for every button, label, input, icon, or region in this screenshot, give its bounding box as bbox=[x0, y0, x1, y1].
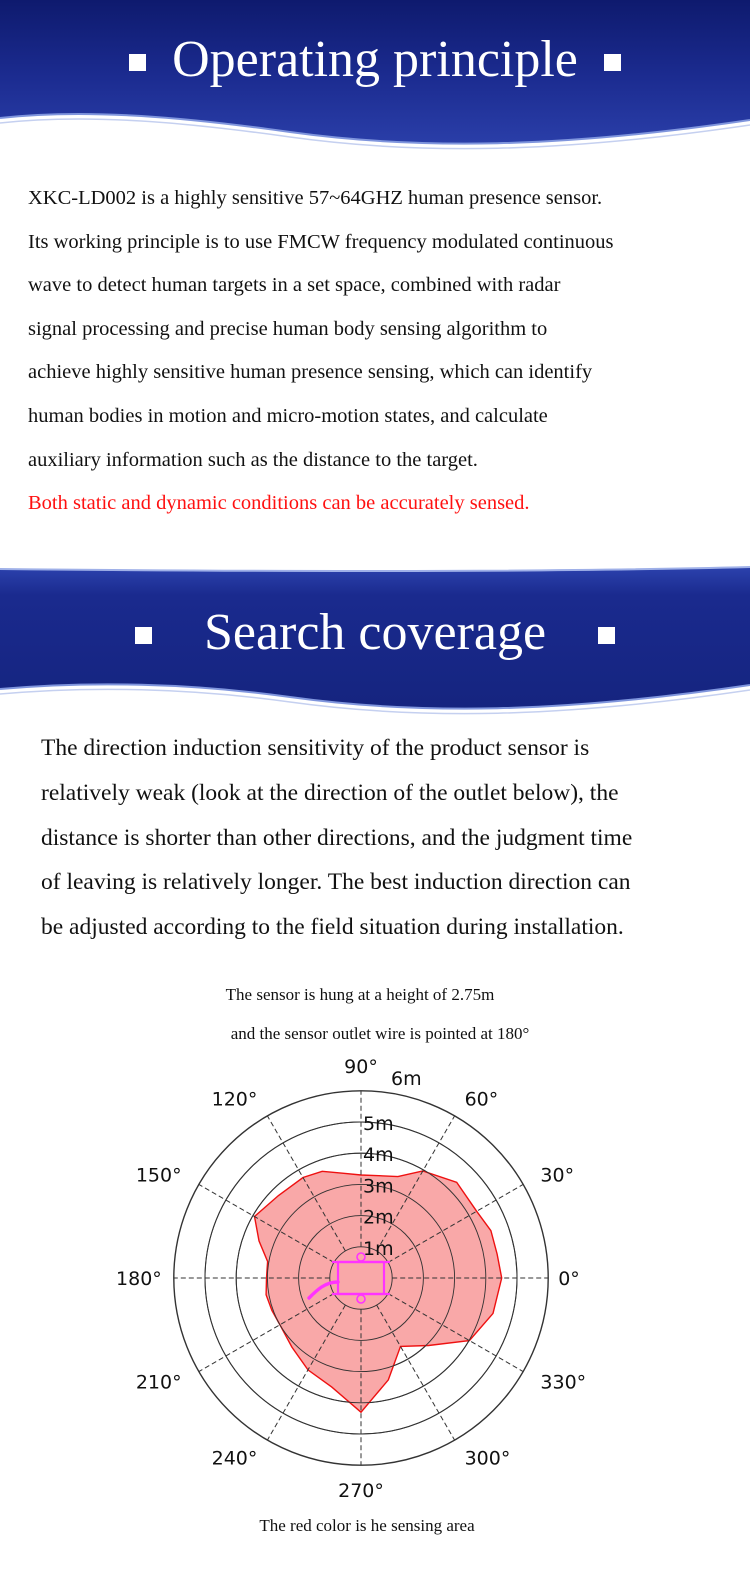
angle-label: 90° bbox=[344, 1055, 378, 1078]
text-line: human bodies in motion and micro-motion states, and calculate bbox=[28, 404, 548, 427]
section-title bbox=[0, 30, 750, 90]
angle-label: 270° bbox=[338, 1480, 384, 1503]
section-title bbox=[0, 603, 750, 663]
text-line: The direction induction sensitivity of the product sensor is bbox=[41, 735, 590, 761]
polar-coverage-diagram bbox=[0, 1050, 750, 1510]
text-line: be adjusted according to the field situation during installation. bbox=[41, 914, 624, 941]
section-title-text: Operating principle bbox=[172, 31, 578, 88]
angle-label: 180° bbox=[116, 1268, 162, 1290]
ring-label: 3m bbox=[363, 1175, 394, 1198]
text-line: Its working principle is to use FMCW frequency modulated continuous bbox=[28, 230, 614, 253]
diagram-caption-line2: and the sensor outlet wire is pointed at 180° bbox=[230, 1024, 530, 1043]
banner-operating-principle bbox=[0, 0, 750, 150]
ring-label: 2m bbox=[363, 1206, 394, 1229]
ring-label: 4m bbox=[363, 1144, 394, 1167]
square-bullet-icon bbox=[598, 627, 615, 644]
square-bullet-icon bbox=[604, 54, 621, 71]
text-line: of leaving is relatively longer. The best induction direction can bbox=[41, 869, 631, 896]
search-coverage-text bbox=[41, 726, 731, 950]
angle-label: 150° bbox=[135, 1164, 182, 1187]
angle-label: 330° bbox=[540, 1371, 587, 1394]
banner-search-coverage bbox=[0, 565, 750, 715]
angle-label: 60° bbox=[464, 1088, 499, 1111]
angle-label: 0° bbox=[558, 1268, 580, 1290]
angle-label: 240° bbox=[211, 1447, 258, 1470]
text-line: relatively weak (look at the direction of the outlet below), the bbox=[41, 779, 619, 806]
ring-label: 5m bbox=[363, 1113, 394, 1135]
text-line: signal processing and precise human body sensing algorithm to bbox=[28, 317, 548, 340]
angle-label: 300° bbox=[464, 1447, 511, 1470]
section-title-text: Search coverage bbox=[203, 604, 547, 661]
diagram-caption-line1: The sensor is hung at a height of 2.75m bbox=[225, 985, 495, 1004]
ring-label: 1m bbox=[363, 1237, 394, 1260]
operating-principle-text bbox=[28, 177, 728, 526]
angle-label: 120° bbox=[211, 1088, 258, 1111]
text-line: achieve highly sensitive human presence sensing, which can identify bbox=[28, 361, 593, 384]
text-line: auxiliary information such as the distance to the target. bbox=[28, 448, 478, 471]
square-bullet-icon bbox=[129, 54, 146, 71]
angle-label: 30° bbox=[540, 1164, 575, 1187]
highlight-text: Both static and dynamic conditions can be accurately sensed. bbox=[28, 492, 530, 515]
square-bullet-icon bbox=[135, 627, 152, 644]
ring-label: 6m bbox=[391, 1067, 422, 1090]
angle-label: 210° bbox=[135, 1371, 182, 1394]
text-line: wave to detect human targets in a set space, combined with radar bbox=[28, 274, 561, 297]
diagram-footer: The red color is he sensing area bbox=[259, 1516, 475, 1535]
text-line: distance is shorter than other directions, and the judgment time bbox=[41, 824, 633, 851]
text-line: XKC-LD002 is a highly sensitive 57~64GHZ human presence sensor. bbox=[28, 187, 603, 209]
